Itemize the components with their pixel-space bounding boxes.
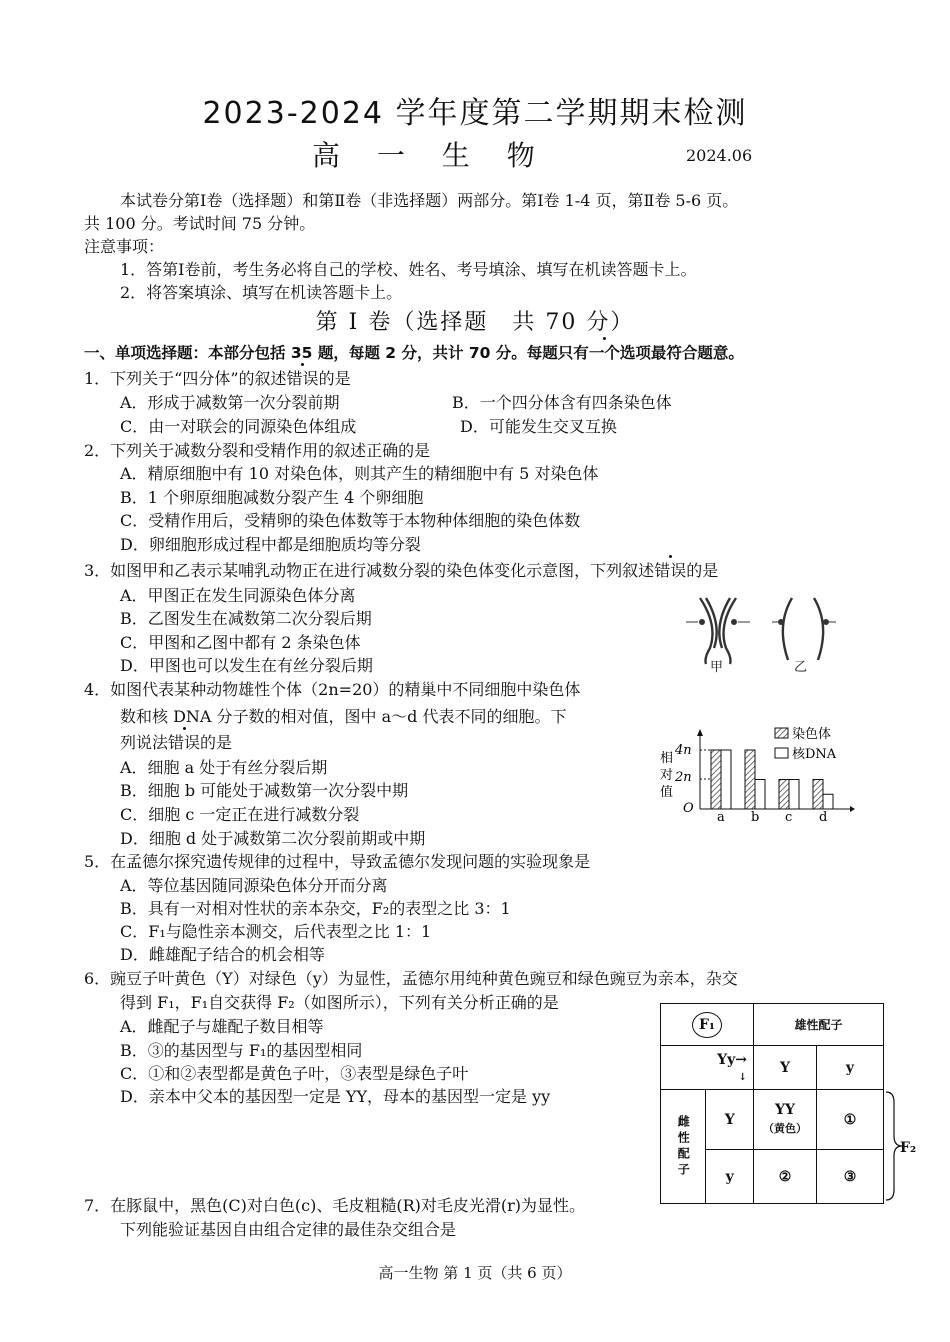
yy-arrow-cell: Yy→ ↓	[661, 1046, 754, 1090]
f1-circle: F₁	[692, 1012, 722, 1038]
figure-label-jia: 甲	[710, 660, 724, 675]
subject-title: 高 一 生 物	[312, 139, 549, 172]
q4-stem-1: 4．如图代表某种动物雄性个体（2n=20）的精巢中不同细胞中染色体	[84, 680, 581, 699]
y-axis-arrow	[697, 729, 703, 736]
q4-stem-3a: 列说法	[120, 733, 169, 752]
notice-label: 注意事项：	[84, 237, 165, 256]
q3-stem-a: 3．如图甲和乙表示某哺乳动物正在进行减数分裂的染色体变化示意图，下列叙述	[84, 561, 655, 580]
q4-bar-chart	[655, 724, 855, 824]
q6-option-b: B．③的基因型与 F₁的基因型相同	[120, 1041, 363, 1060]
legend-swatch-dna	[775, 748, 788, 758]
centromere-jia-2	[731, 619, 737, 625]
bar-dna-b	[755, 780, 765, 810]
cell-1: ①	[817, 1090, 884, 1150]
legend-swatch-chromosome	[775, 728, 788, 738]
q3-stem-c: 的是	[686, 561, 719, 580]
q3-emphasis: 错误	[654, 561, 687, 580]
q3-option-b: B．乙图发生在减数第二次分裂后期	[120, 609, 372, 628]
figure-label-yi: 乙	[794, 660, 808, 675]
chromosome-yi-1	[783, 598, 792, 660]
q5-option-b: B．具有一对相对性状的亲本杂交，F₂的表型之比 3：1	[120, 899, 511, 918]
bar-chromosome-a	[711, 750, 721, 809]
q6-option-c: C．①和②表型都是黄色子叶，③表型是绿色子叶	[120, 1064, 469, 1083]
q4-option-b: B．细胞 b 可能处于减数第一次分裂中期	[120, 781, 409, 800]
q1-option-d: D．可能发生交叉互换	[460, 417, 617, 436]
q1-option-c: C．由一对联会的同源染色体组成	[120, 417, 357, 436]
q2-option-b: B．1 个卵原细胞减数分裂产生 4 个卵细胞	[120, 488, 424, 507]
q3-stem	[84, 560, 718, 582]
q1-option-a: A．形成于减数第一次分裂前期	[120, 393, 340, 412]
q4-option-d: D．细胞 d 处于减数第二次分裂前期或中期	[120, 829, 426, 848]
q3-chromosome-figure	[680, 590, 850, 680]
q4-stem-3c: 的是	[200, 733, 233, 752]
q4-option-a: A．细胞 a 处于有丝分裂后期	[120, 758, 328, 777]
notice-2: 2．将答案填涂、填写在机读答题卡上。	[120, 283, 403, 302]
male-gamete-Y: Y	[754, 1046, 817, 1090]
q6-option-d: D．亲本中父本的基因型一定是 YY，母本的基因型一定是 yy	[120, 1087, 551, 1106]
q2-option-c: C．受精作用后，受精卵的染色体数等于本物种体细胞的染色体数	[120, 511, 581, 530]
bar-chromosome-b	[745, 750, 755, 809]
bar-chromosome-c	[779, 780, 789, 810]
q3-option-d: D．甲图也可以发生在有丝分裂后期	[120, 656, 373, 675]
exam-title: 2023-2024 学年度第二学期期末检测	[202, 96, 748, 131]
q4-stem-3	[120, 732, 232, 754]
y-label-3: 值	[660, 785, 674, 800]
legend-chromosome: 染色体	[792, 727, 832, 742]
centromere-yi-2	[823, 619, 829, 625]
q4-emphasis: 错误	[168, 733, 201, 752]
chromosome-yi-2	[814, 598, 823, 660]
notice-1: 1．答第Ⅰ卷前，考生务必将自己的学校、姓名、考号填涂、填写在机读答题卡上。	[120, 260, 697, 279]
exam-date: 2024.06	[686, 146, 753, 165]
q1-stem	[84, 368, 351, 390]
q5-stem: 5．在孟德尔探究遗传规律的过程中，导致孟德尔发现问题的实验现象是	[84, 852, 591, 871]
instruction-emphasis: 一个	[588, 344, 620, 362]
instruction-part-a: 一、单项选择题：本部分包括 35 题，每题 2 分，共计 70 分。每题只有	[84, 344, 589, 362]
y-tick-origin: O	[683, 801, 694, 816]
q6-option-a: A．雌配子与雄配子数目相等	[120, 1017, 324, 1036]
q6-stem-1: 6．豌豆子叶黄色（Y）对绿色（y）为显性，孟德尔用纯种黄色豌豆和绿色豌豆为亲本，杂交	[84, 969, 738, 988]
q5-option-a: A．等位基因随同源染色体分开而分离	[120, 876, 388, 895]
bar-dna-c	[789, 780, 799, 810]
q7-stem-1: 7．在豚鼠中，黑色(C)对白色(c)、毛皮粗糙(R)对毛皮光滑(r)为显性。	[84, 1196, 586, 1215]
punnett-square	[660, 1003, 884, 1204]
cell-YY	[754, 1090, 817, 1150]
y-tick-2n: 2n	[675, 770, 692, 785]
f2-label: F₂	[900, 1140, 917, 1156]
cell-3: ③	[817, 1150, 884, 1204]
female-gamete-y: y	[706, 1150, 754, 1204]
category-label-d: d	[819, 810, 828, 824]
cell-2: ②	[754, 1150, 817, 1204]
q2-option-d: D．卵细胞形成过程中都是细胞质均等分裂	[120, 535, 421, 554]
q3-option-a: A．甲图正在发生同源染色体分离	[120, 586, 356, 605]
q5-option-c: C．F₁与隐性亲本测交，后代表型之比 1：1	[120, 922, 432, 941]
centromere-jia-1	[699, 619, 705, 625]
y-tick-4n: 4n	[675, 743, 692, 758]
q5-option-d: D．雌雄配子结合的机会相等	[120, 945, 325, 964]
punnett-f1-cell	[661, 1004, 754, 1046]
male-gametes-header: 雄性配子	[754, 1004, 884, 1046]
q2-option-a: A．精原细胞中有 10 对染色体，则其产生的精细胞中有 5 对染色体	[120, 464, 599, 483]
q1-option-b: B．一个四分体含有四条染色体	[452, 393, 672, 412]
section-title: 第 Ⅰ 卷（选择题 共 70 分）	[315, 310, 635, 335]
y-label-1: 相	[660, 751, 674, 766]
q7-stem-2: 下列能验证基因自由组合定律的最佳杂交组合是	[120, 1220, 457, 1239]
x-axis-arrow	[850, 806, 855, 812]
q1-stem-c: 的是	[318, 369, 351, 388]
q1-emphasis: 错误	[286, 369, 319, 388]
y-label-2: 对	[660, 768, 674, 783]
q4-stem-2: 数和核 DNA 分子数的相对值，图中 a～d 代表不同的细胞。下	[120, 707, 567, 726]
bar-dna-d	[823, 794, 833, 809]
legend-dna: 核DNA	[792, 747, 837, 762]
figure-jia-chromosomes	[686, 598, 750, 664]
cell-YY-genotype: YY	[775, 1102, 795, 1118]
page-footer: 高一生物 第 1 页（共 6 页）	[378, 1264, 572, 1282]
q4-option-c: C．细胞 c 一定正在进行减数分裂	[120, 805, 360, 824]
bar-chromosome-d	[813, 780, 823, 810]
yy-arrow: Yy→	[717, 1051, 747, 1068]
intro-line-1: 本试卷分第Ⅰ卷（选择题）和第Ⅱ卷（非选择题）两部分。第Ⅰ卷 1-4 页，第Ⅱ卷 5-6 页。	[120, 191, 739, 210]
category-label-a: a	[717, 810, 725, 824]
q3-option-c: C．甲图和乙图中都有 2 条染色体	[120, 633, 361, 652]
q1-stem-a: 1．下列关于“四分体”的叙述	[84, 369, 287, 388]
category-label-c: c	[785, 810, 793, 824]
q6-stem-2: 得到 F₁，F₁自交获得 F₂（如图所示），下列有关分析正确的是	[120, 993, 559, 1012]
centromere-yi-1	[778, 619, 784, 625]
instruction-part-c: 选项最符合题意。	[619, 344, 744, 362]
intro-line-2: 共 100 分。考试时间 75 分钟。	[84, 214, 316, 233]
chart-category-labels	[717, 810, 827, 824]
section-instruction	[84, 342, 744, 364]
bar-dna-a	[721, 750, 731, 809]
male-gamete-y: y	[817, 1046, 884, 1090]
figure-yi-chromosomes	[772, 598, 836, 660]
category-label-b: b	[751, 810, 760, 824]
female-gametes-header: 雌性配子	[661, 1090, 706, 1204]
female-gamete-Y: Y	[706, 1090, 754, 1150]
cell-YY-phenotype: （黄色）	[763, 1122, 807, 1135]
q2-stem: 2．下列关于减数分裂和受精作用的叙述正确的是	[84, 441, 431, 460]
